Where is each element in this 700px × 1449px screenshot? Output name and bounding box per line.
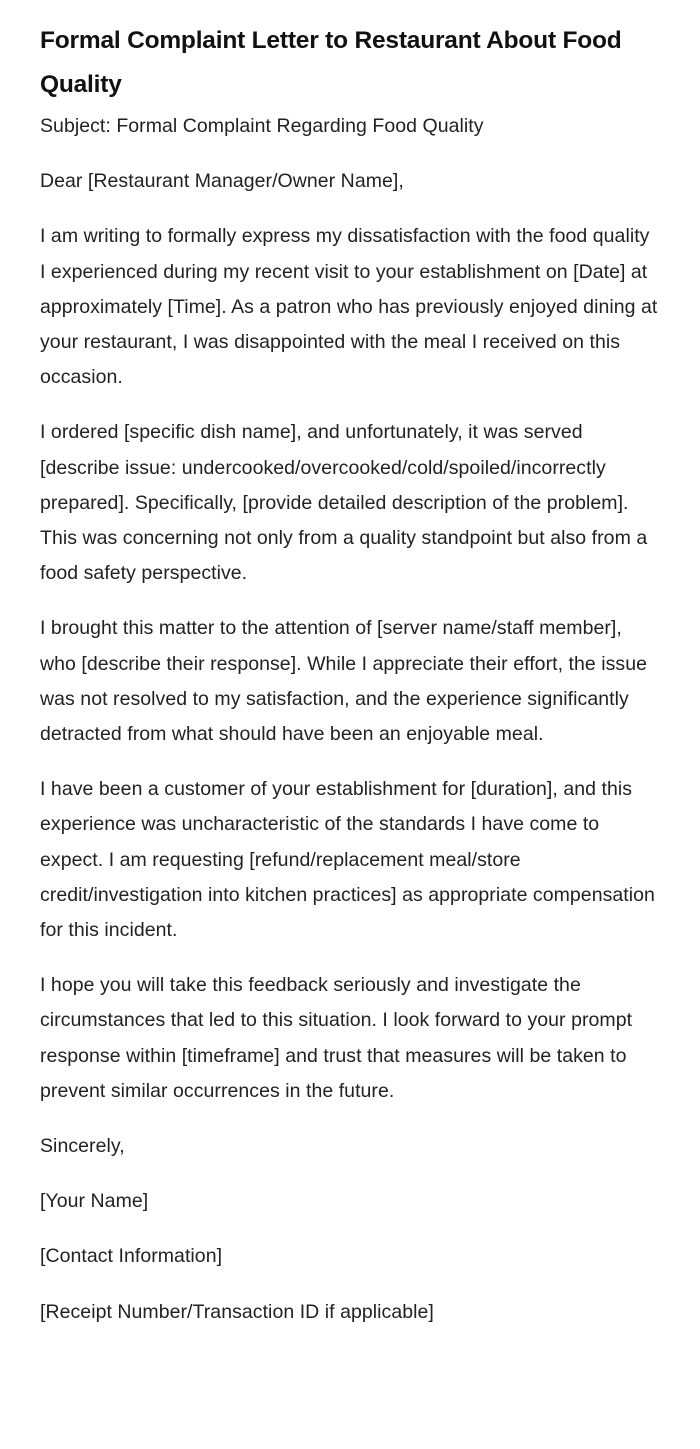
letter-paragraph-4: I have been a customer of your establishment for [duration], and this experience was uncharacteristic of the standards I have come to expect. I am requesting [refund/replacement meal/store credit/investigation into kitchen practices] as appropriate compensation for this incident. [40, 778, 655, 942]
signature-name: [Your Name] [40, 1190, 149, 1213]
letter-paragraph-5: I hope you will take this feedback seriously and investigate the circumstances that led to this situation. I look forward to your prompt response within [timeframe] and trust that measures will be taken to prevent similar occurrences in the future. [40, 974, 633, 1102]
receipt-number: [Receipt Number/Transaction ID if applicable] [40, 1300, 434, 1323]
letter-paragraph-1: I am writing to formally express my dissatisfaction with the food quality I experienced during my recent visit to your establishment on [Date] at approximately [Time]. As a patron who has previously enjoyed dining at your restaurant, I was disappointed with the meal I received on this occasion. [40, 225, 658, 389]
letter-subject: Subject: Formal Complaint Regarding Food Quality [40, 115, 484, 137]
letter-paragraph-3: I brought this matter to the attention of [server name/staff member], who [describe their response]. While I appreciate their effort, the issue was not resolved to my satisfaction, and the experience significantly detracted from what should have been an enjoyable meal. [40, 617, 648, 746]
letter-salutation: Dear [Restaurant Manager/Owner Name], [40, 170, 404, 193]
contact-information: [Contact Information] [40, 1245, 223, 1268]
letter-closing: Sincerely, [40, 1135, 125, 1158]
letter-paragraph-2: I ordered [specific dish name], and unfortunately, it was served [describe issue: undercooked/overcooked/cold/spoiled/incorrectly prepared]. Specifically, [provide detailed description of the problem]. This was concerning not only from a quality standpoint but also from a food safety perspective. [40, 421, 648, 585]
letter-title: Formal Complaint Letter to Restaurant About Food Quality [40, 27, 622, 98]
